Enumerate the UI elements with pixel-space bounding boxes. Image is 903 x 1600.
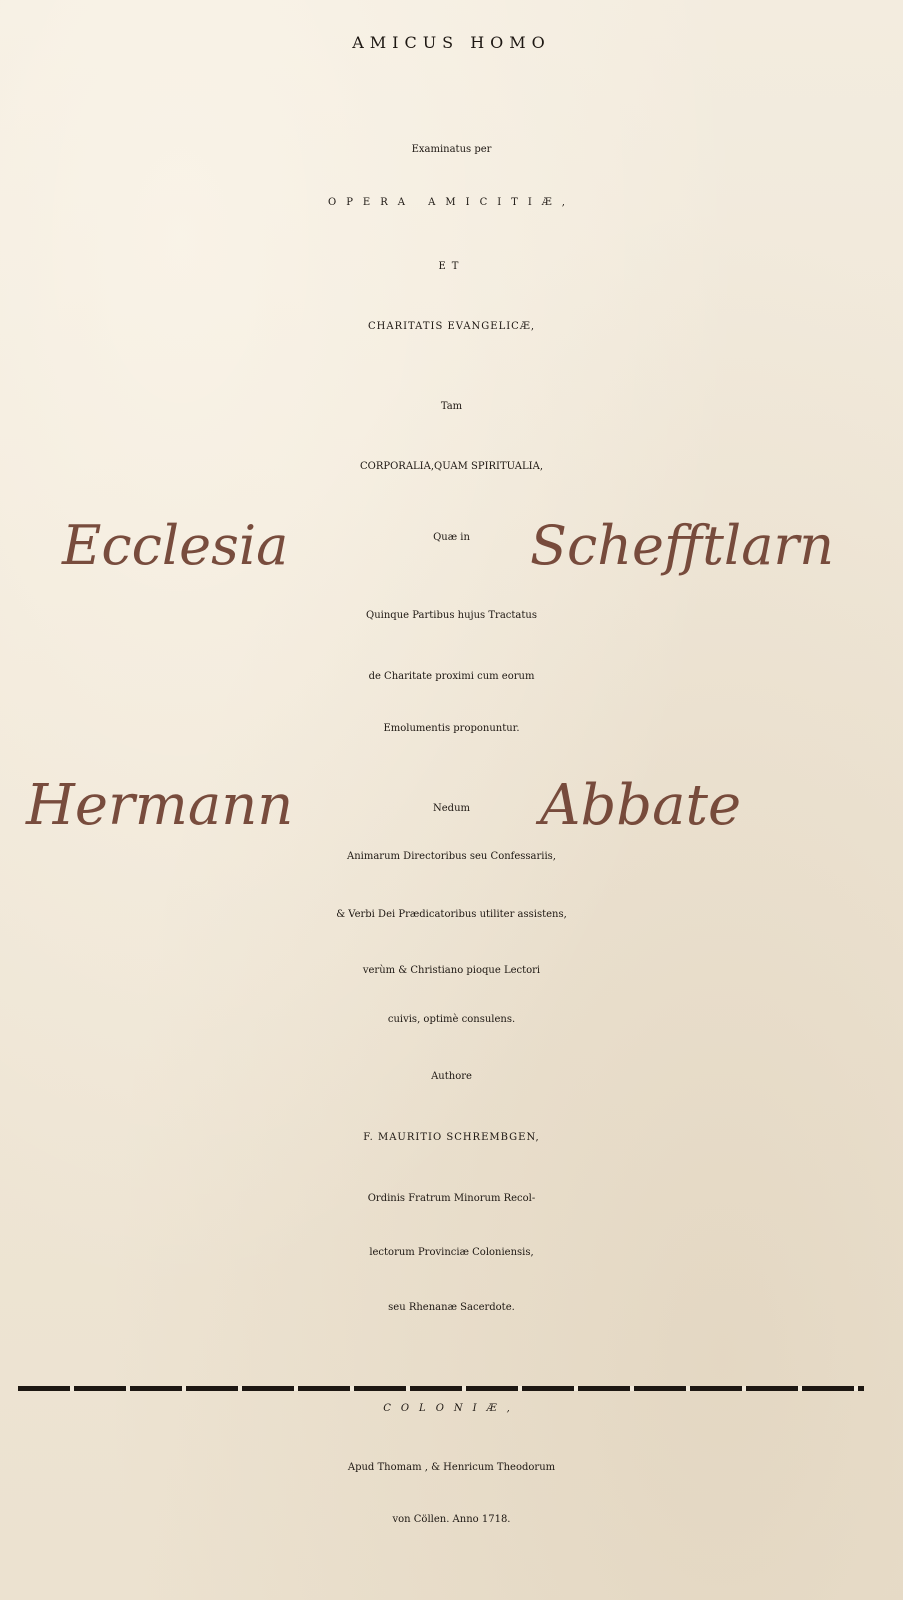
line-verum: verùm & Christiano pioque Lectori — [362, 965, 541, 976]
line-authore: Authore — [431, 1071, 472, 1082]
line-lectorum: lectorum Provinciæ Coloniensis, — [369, 1247, 534, 1258]
handwritten-schefftlarn: Schefftlarn — [530, 514, 834, 577]
line-corporalia: CORPORALIA,QUAM SPIRITUALIA, — [359, 461, 544, 472]
divider-rule — [18, 1386, 864, 1391]
line-quae-in: Quæ in — [433, 532, 470, 543]
imprint-printers: Apud Thomam , & Henricum Theodorum — [347, 1462, 556, 1473]
line-emolumentis: Emolumentis proponuntur. — [383, 723, 520, 734]
line-quinque-partibus: Quinque Partibus hujus Tractatus — [366, 610, 537, 621]
line-opera-amicitiae: OPERA AMICITIÆ, — [328, 197, 575, 208]
line-seu-rhenanae: seu Rhenanæ Sacerdote. — [388, 1302, 515, 1313]
imprint-year: von Cöllen. Anno 1718. — [392, 1514, 511, 1525]
line-animarum: Animarum Directoribus seu Confessariis, — [347, 851, 556, 862]
line-tam: Tam — [440, 401, 463, 412]
line-charitatis-evangelicae: CHARITATIS EVANGELICÆ, — [367, 321, 536, 332]
line-verbi-dei: & Verbi Dei Prædicatoribus utiliter assistens, — [336, 909, 567, 920]
line-nedum: Nedum — [433, 803, 470, 814]
line-et: ET — [438, 261, 465, 272]
handwritten-hermann: Hermann — [26, 773, 294, 838]
line-cuivis: cuivis, optimè consulens. — [387, 1014, 516, 1025]
handwritten-abbate: Abbate — [540, 773, 742, 838]
imprint-place: COLONIÆ, — [383, 1403, 520, 1414]
author-name: F. MAURITIO SCHREMBGEN, — [363, 1132, 540, 1143]
handwritten-ecclesia: Ecclesia — [62, 514, 289, 577]
line-de-charitate: de Charitate proximi cum eorum — [368, 671, 535, 682]
book-title: AMICUS HOMO — [352, 33, 551, 52]
line-ordinis: Ordinis Fratrum Minorum Recol- — [367, 1193, 536, 1204]
line-examinatus: Examinatus per — [411, 144, 492, 155]
